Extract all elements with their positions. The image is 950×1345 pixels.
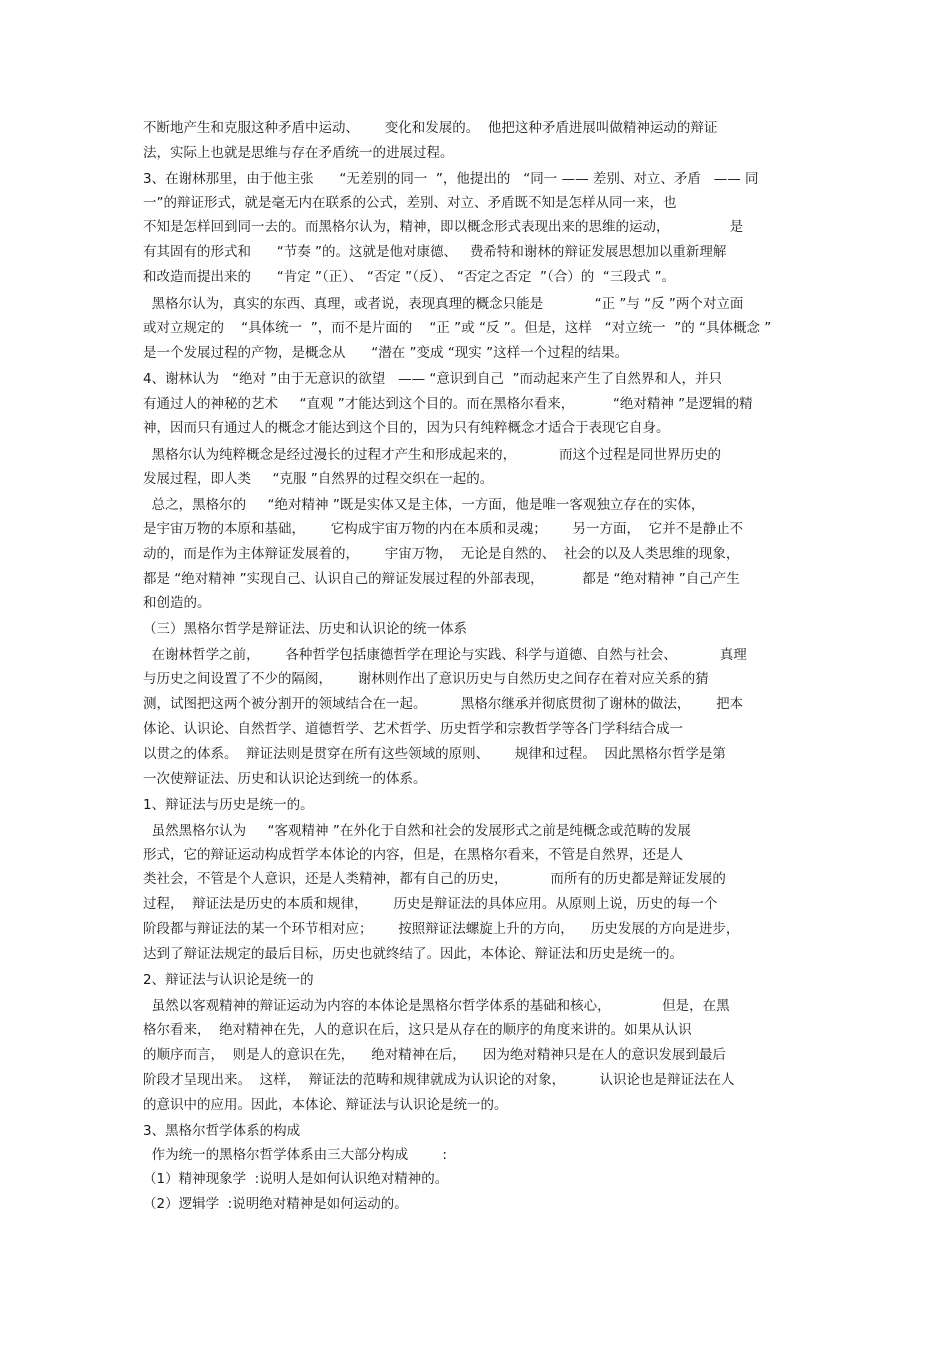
text-line: 发展过程，即人类 “克服 ”自然界的过程交织在一起的。	[143, 471, 494, 487]
text-line: 与历史之间设置了不少的隔阂， 谢林则作出了意识历史与自然历史之间存在着对应关系的猜	[143, 671, 709, 687]
text-line: 4、谢林认为 “绝对 ”由于无意识的欲望 —— “意识到自己 ”而动起来产生了自然界和人，并只	[143, 371, 722, 387]
text-line: 不知是怎样回到同一去的。而黑格尔认为，精神，即以概念形式表现出来的思维的运动， 是	[143, 219, 744, 235]
text-line: 或对立规定的 “具体统一 ”，而不是片面的 “正 ”或 “反 ”。但是，这样 “对立统一 ”的 “具体概念 ”	[143, 320, 772, 336]
text-line: 类社会，不管是个人意识，还是人类精神，都有自己的历史， 而所有的历史都是辩证发展的	[143, 871, 726, 887]
text-line: 一”的辩证形式，就是毫无内在联系的公式，差别、对立、矛盾既不知是怎样从同一来，也	[143, 195, 677, 211]
text-line: 黑格尔认为，真实的东西、真理，或者说，表现真理的概念只能是 “正 ”与 “反 ”两个对立面	[143, 296, 744, 312]
text-line: 体论、认识论、自然哲学、道德哲学、艺术哲学、历史哲学和宗教哲学等各门学科结合成一	[143, 721, 683, 737]
text-line: 不断地产生和克服这种矛盾中运动、 变化和发展的。 他把这种矛盾进展叫做精神运动的辩证	[143, 120, 718, 136]
list-item: （1）精神现象学 :说明人是如何认识绝对精神的。	[143, 1171, 449, 1187]
text-line: 阶段才呈现出来。 这样， 辩证法的范畴和规律就成为认识论的对象， 认识论也是辩证法在人	[143, 1072, 735, 1088]
text-line: 3、在谢林那里，由于他主张 “无差别的同一 ”，他提出的 “同一 —— 差别、对立、矛盾 —— 同	[143, 171, 759, 187]
text-line: 和改造而提出来的 “肯定 ”（正）、 “否定 ”（反）、 “否定之否定 ”（合）的 “三段式 ”。	[143, 269, 676, 285]
subsection-heading: 3、黑格尔哲学体系的构成	[143, 1123, 301, 1139]
text-line: 黑格尔认为纯粹概念是经过漫长的过程才产生和形成起来的， 而这个过程是同世界历史的	[143, 447, 721, 463]
text-line: 测，试图把这两个被分割开的领域结合在一起。 黑格尔继承并彻底贯彻了谢林的做法， 把本	[143, 696, 744, 712]
list-item: （2）逻辑学 :说明绝对精神是如何运动的。	[143, 1196, 408, 1212]
subsection-heading: 2、辩证法与认识论是统一的	[143, 972, 314, 988]
subsection-heading: 1、辩证法与历史是统一的。	[143, 797, 314, 813]
text-line: 在谢林哲学之前， 各种哲学包括康德哲学在理论与实践、科学与道德、自然与社会、 真理	[143, 647, 747, 663]
text-line: 动的，而是作为主体辩证发展着的， 宇宙万物， 无论是自然的、 社会的以及人类思维的现象，	[143, 546, 740, 562]
text-line: 以贯之的体系。 辩证法则是贯穿在所有这些领域的原则、 规律和过程。 因此黑格尔哲学是第	[143, 746, 726, 762]
text-line: 都是 “绝对精神 ”实现自己、认识自己的辩证发展过程的外部表现， 都是 “绝对精神 ”自己产生	[143, 571, 740, 587]
text-line: 的意识中的应用。因此，本体论、辩证法与认识论是统一的。	[143, 1097, 508, 1113]
text-line: 作为统一的黑格尔哲学体系由三大部分构成 :	[143, 1147, 447, 1163]
text-line: 神，因而只有通过人的概念才能达到这个目的，因为只有纯粹概念才适合于表现它自身。	[143, 420, 670, 436]
text-line: 形式，它的辩证运动构成哲学本体论的内容，但是，在黑格尔看来，不管是自然界，还是人	[143, 847, 683, 863]
section-heading: （三）黑格尔哲学是辩证法、历史和认识论的统一体系	[143, 621, 467, 637]
text-line: 虽然以客观精神的辩证运动为内容的本体论是黑格尔哲学体系的基础和核心， 但是，在黑	[143, 998, 730, 1014]
text-line: 的顺序而言， 则是人的意识在先， 绝对精神在后， 因为绝对精神只是在人的意识发展到最后	[143, 1047, 726, 1063]
text-line: 总之，黑格尔的 “绝对精神 ”既是实体又是主体，一方面，他是唯一客观独立存在的实体，	[143, 497, 705, 513]
text-line: 虽然黑格尔认为 “客观精神 ”在外化于自然和社会的发展形式之前是纯概念或范畴的发展	[143, 823, 691, 839]
text-line: 阶段都与辩证法的某一个环节相对应； 按照辩证法螺旋上升的方向， 历史发展的方向是进步，	[143, 921, 740, 937]
text-line: 一次使辩证法、历史和认识论达到统一的体系。	[143, 771, 427, 787]
text-line: 是宇宙万物的本原和基础， 它构成宇宙万物的内在本质和灵魂； 另一方面， 它并不是静止不	[143, 521, 744, 537]
text-line: 过程， 辩证法是历史的本质和规律， 历史是辩证法的具体应用。从原则上说，历史的每一个	[143, 896, 718, 912]
text-line: 格尔看来， 绝对精神在先，人的意识在后，这只是从存在的顺序的角度来讲的。如果从认识	[143, 1022, 692, 1038]
text-line: 达到了辩证法规定的最后目标，历史也就终结了。因此，本体论、辩证法和历史是统一的。	[143, 946, 683, 962]
text-line: 是一个发展过程的产物，是概念从 “潜在 ”变成 “现实 ”这样一个过程的结果。	[143, 345, 629, 361]
text-line: 有其固有的形式和 “节奏 ”的。这就是他对康德、 费希特和谢林的辩证发展思想加以重新理解	[143, 244, 727, 260]
text-line: 和创造的。	[143, 595, 211, 611]
text-line: 有通过人的神秘的艺术 “直观 ”才能达到这个目的。而在黑格尔看来， “绝对精神 ”是逻辑的精	[143, 396, 753, 412]
text-line: 法，实际上也就是思维与存在矛盾统一的进展过程。	[143, 145, 454, 161]
